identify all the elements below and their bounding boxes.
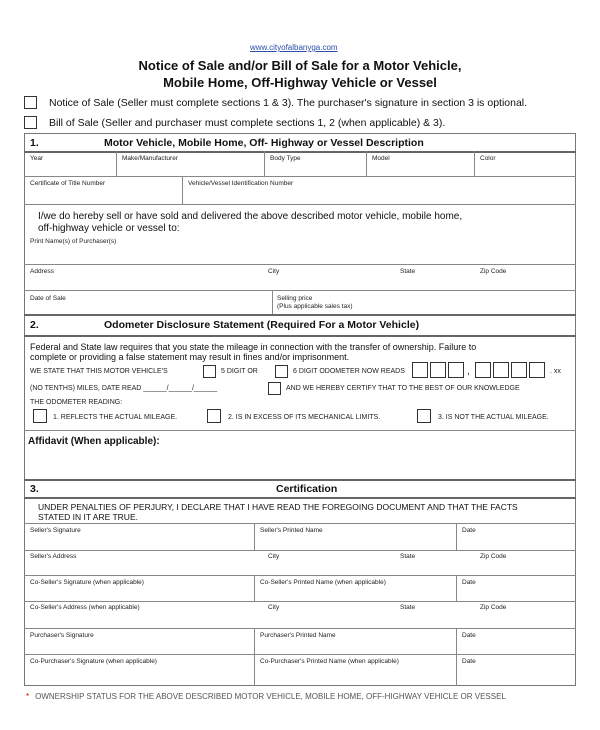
co-purchaser-date-field[interactable]: Date (462, 658, 476, 665)
sale-statement-line1: I/we do hereby sell or have sold and delivered the above described motor vehicle, mobile home, (38, 211, 463, 222)
actual-mileage-label: 1. REFLECTS THE ACTUAL MILEAGE. (53, 414, 178, 421)
not-actual-mileage-checkbox[interactable] (417, 409, 431, 423)
date-of-sale-field[interactable]: Date of Sale (30, 295, 66, 302)
odometer-law-line1: Federal and State law requires that you state the mileage in connection with the transfer of ownership. Failure to (30, 342, 477, 352)
section3-number: 3. (30, 483, 39, 495)
model-field[interactable]: Model (372, 155, 390, 162)
address-field[interactable]: Address (30, 268, 54, 275)
certify-label: AND WE HEREBY CERTIFY THAT TO THE BEST OF OUR KNOWLEDGE (286, 385, 520, 392)
make-field[interactable]: Make/Manufacturer (122, 155, 178, 162)
ownership-status-text: OWNERSHIP STATUS FOR THE ABOVE DESCRIBED MOTOR VEHICLE, MOBILE HOME, OFF-HIGHWAY VEHICLE OR VESSEL (35, 692, 506, 701)
odometer-law-line2: complete or providing a false statement may result in fines and/or imprisonment. (30, 352, 350, 362)
five-digit-label: 5 DIGIT OR (221, 368, 258, 375)
divider (24, 204, 576, 205)
seller-address-field[interactable]: Seller's Address (30, 553, 77, 560)
divider (272, 290, 273, 314)
section1-number: 1. (30, 137, 39, 149)
state-field[interactable]: State (400, 268, 416, 275)
form-title-line1: Notice of Sale and/or Bill of Sale for a Motor Vehicle, (138, 58, 462, 73)
affidavit-field[interactable]: Affidavit (When applicable): (28, 436, 160, 447)
excess-mileage-label: 2. IS IN EXCESS OF ITS MECHANICAL LIMITS. (228, 414, 381, 421)
bill-of-sale-checkbox[interactable] (24, 116, 37, 129)
divider (254, 575, 255, 601)
divider (366, 151, 367, 176)
odometer-comma: , (467, 366, 470, 377)
vin-field[interactable]: Vehicle/Vessel Identification Number (188, 180, 294, 187)
section-divider (24, 497, 576, 499)
section2-title: Odometer Disclosure Statement (Required For a Motor Vehicle) (104, 319, 420, 331)
title-number-field[interactable]: Certificate of Title Number (30, 180, 106, 187)
notice-of-sale-option[interactable] (24, 96, 527, 109)
co-seller-city-field[interactable]: City (268, 604, 280, 611)
zip-field[interactable]: Zip Code (480, 268, 507, 275)
six-digit-checkbox[interactable] (275, 365, 288, 378)
odometer-digit-box[interactable] (511, 362, 527, 378)
five-digit-checkbox[interactable] (203, 365, 216, 378)
divider (24, 176, 576, 177)
ownership-status-note (26, 692, 576, 702)
seller-state-field[interactable]: State (400, 553, 416, 560)
odometer-digit-box[interactable] (448, 362, 464, 378)
city-field[interactable]: City (268, 268, 280, 275)
seller-zip-field[interactable]: Zip Code (480, 553, 507, 560)
odometer-digit-box[interactable] (412, 362, 428, 378)
divider (116, 151, 117, 176)
divider (456, 628, 457, 654)
odometer-reading-label: THE ODOMETER READING: (30, 399, 123, 406)
section3-title: Certification (276, 483, 338, 495)
odometer-digit-box[interactable] (529, 362, 545, 378)
actual-mileage-checkbox[interactable] (33, 409, 47, 423)
seller-signature-field[interactable]: Seller's Signature (30, 527, 81, 534)
divider (254, 628, 255, 654)
form-title-line2: Mobile Home, Off-Highway Vehicle or Vessel (163, 75, 437, 90)
selling-price-note: (Plus applicable sales tax) (277, 303, 353, 310)
perjury-line1: UNDER PENALTIES OF PERJURY, I DECLARE THAT I HAVE READ THE FOREGOING DOCUMENT AND THAT THE FACTS (38, 502, 518, 512)
divider (456, 523, 457, 550)
co-seller-date-field[interactable]: Date (462, 579, 476, 586)
divider (182, 176, 183, 204)
divider (24, 550, 576, 551)
notice-of-sale-label: Notice of Sale (Seller must complete sections 1 & 3). The purchaser's signature in section 3 is optional. (49, 96, 528, 109)
purchaser-names-field[interactable]: Print Name(s) of Purchaser(s) (30, 238, 117, 245)
odometer-tenths: . xx (550, 368, 561, 375)
divider (264, 151, 265, 176)
seller-printed-name-field[interactable]: Seller's Printed Name (260, 527, 323, 534)
odometer-digit-box[interactable] (493, 362, 509, 378)
divider (456, 654, 457, 686)
section2-number: 2. (30, 319, 39, 331)
section-divider (24, 151, 576, 153)
divider (254, 654, 255, 686)
purchaser-signature-field[interactable]: Purchaser's Signature (30, 632, 94, 639)
divider (24, 601, 576, 602)
six-digit-label: 6 DIGIT ODOMETER NOW READS (293, 368, 405, 375)
divider (24, 290, 576, 291)
bill-of-sale-label: Bill of Sale (Seller and purchaser must complete sections 1, 2 (when applicable) & 3). (49, 116, 446, 129)
divider (24, 430, 576, 431)
section-divider (24, 335, 576, 337)
not-actual-mileage-label: 3. IS NOT THE ACTUAL MILEAGE. (438, 414, 549, 421)
section-divider (24, 314, 576, 316)
body-type-field[interactable]: Body Type (270, 155, 301, 162)
odometer-digit-box[interactable] (475, 362, 491, 378)
divider (24, 654, 576, 655)
seller-date-field[interactable]: Date (462, 527, 476, 534)
color-field[interactable]: Color (480, 155, 496, 162)
co-seller-zip-field[interactable]: Zip Code (480, 604, 507, 611)
certify-checkbox[interactable] (268, 382, 281, 395)
purchaser-printed-name-field[interactable]: Purchaser's Printed Name (260, 632, 336, 639)
divider (24, 523, 576, 524)
selling-price-field[interactable]: Selling price (277, 295, 313, 302)
divider (456, 575, 457, 601)
divider (24, 264, 576, 265)
asterisk-icon: * (26, 692, 30, 701)
we-state-label: WE STATE THAT THIS MOTOR VEHICLE'S (30, 368, 168, 375)
divider (474, 151, 475, 176)
divider (254, 523, 255, 550)
co-seller-printed-name-field[interactable]: Co-Seller's Printed Name (when applicable) (260, 579, 386, 586)
co-seller-signature-field[interactable]: Co-Seller's Signature (when applicable) (30, 579, 144, 586)
odometer-digit-box[interactable] (430, 362, 446, 378)
notice-of-sale-checkbox[interactable] (24, 96, 37, 109)
perjury-line2: STATED IN IT ARE TRUE. (38, 512, 138, 522)
bill-of-sale-option[interactable] (24, 116, 445, 129)
section-divider (24, 479, 576, 481)
divider (24, 628, 576, 629)
seller-city-field[interactable]: City (268, 553, 280, 560)
co-purchaser-signature-field[interactable]: Co-Purchaser's Signature (when applicable) (30, 658, 157, 665)
co-seller-state-field[interactable]: State (400, 604, 416, 611)
co-purchaser-printed-name-field[interactable]: Co-Purchaser's Printed Name (when applicable) (260, 658, 399, 665)
sale-statement-line2: off-highway vehicle or vessel to: (38, 223, 180, 234)
year-field[interactable]: Year (30, 155, 44, 162)
excess-mileage-checkbox[interactable] (207, 409, 221, 423)
source-url[interactable]: www.cityofalbanyga.com (250, 43, 338, 52)
co-seller-address-field[interactable]: Co-Seller's Address (when applicable) (30, 604, 140, 611)
section1-title: Motor Vehicle, Mobile Home, Off- Highway or Vessel Description (104, 137, 424, 149)
divider (24, 575, 576, 576)
purchaser-date-field[interactable]: Date (462, 632, 476, 639)
date-read-label: (NO TENTHS) MILES, DATE READ ______/______/______ (30, 385, 218, 392)
